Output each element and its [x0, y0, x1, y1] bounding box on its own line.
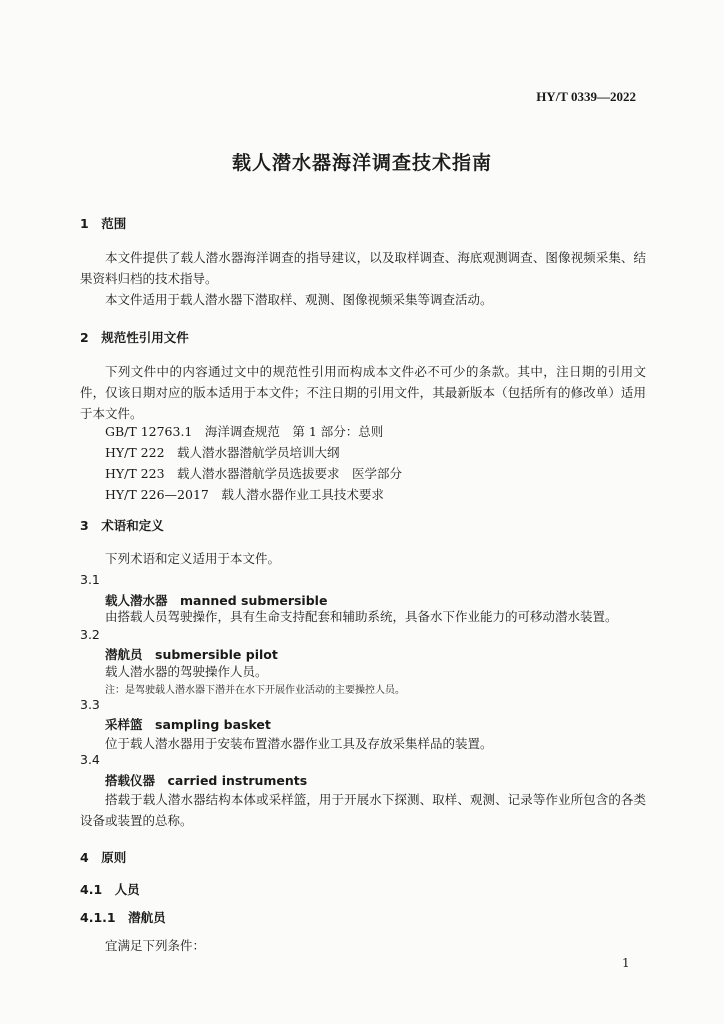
reference-item: HY/T 223 载人潜水器潜航学员选拔要求 医学部分 — [105, 466, 403, 481]
term-number: 3.1 — [80, 572, 100, 587]
section-1-paragraph-2: 本文件适用于载人潜水器下潜取样、观测、图像视频采集等调查活动。 — [105, 292, 493, 307]
page-number: 1 — [622, 956, 630, 970]
term-note: 注：是驾驶载人潜水器下潜并在水下开展作业活动的主要操控人员。 — [105, 685, 405, 696]
standard-number: HY/T 0339—2022 — [536, 89, 636, 104]
term-title: 采样篮 sampling basket — [105, 717, 271, 732]
term-title: 载人潜水器 manned submersible — [105, 593, 328, 608]
term-definition: 搭载于载人潜水器结构本体或采样篮，用于开展水下探测、取样、观测、记录等作业所包含的各类设备或装置的总称。 — [80, 792, 646, 828]
term-definition: 由搭载人员驾驶操作，具有生命支持配套和辅助系统，具备水下作业能力的可移动潜水装置。 — [105, 609, 618, 624]
section-3-heading: 3 术语和定义 — [80, 518, 164, 533]
term-title: 潜航员 submersible pilot — [105, 647, 278, 662]
reference-item: HY/T 226—2017 载人潜水器作业工具技术要求 — [105, 487, 384, 502]
section-4-heading: 4 原则 — [80, 850, 127, 865]
term-number: 3.2 — [80, 627, 100, 642]
section-1-paragraph-1: 本文件提供了载人潜水器海洋调查的指导建议，以及取样调查、海底观测调查、图像视频采集、结果资料归档的技术指导。 — [80, 250, 646, 286]
term-definition: 位于载人潜水器用于安装布置潜水器作业工具及存放采集样品的装置。 — [105, 736, 493, 751]
reference-item: GB/T 12763.1 海洋调查规范 第 1 部分：总则 — [105, 424, 384, 439]
term-title: 搭载仪器 carried instruments — [105, 773, 308, 788]
section-3-intro: 下列术语和定义适用于本文件。 — [105, 551, 281, 566]
term-definition: 载人潜水器的驾驶操作人员。 — [105, 664, 268, 679]
section-1-heading: 1 范围 — [80, 216, 127, 231]
subsection-4-1-1-heading: 4.1.1 潜航员 — [80, 910, 166, 925]
section-2-paragraph-1: 下列文件中的内容通过文中的规范性引用而构成本文件必不可少的条款。其中，注日期的引用文件，仅该日期对应的版本适用于本文件；不注日期的引用文件，其最新版本（包括所有的修改单）适用于本文件。 — [80, 364, 646, 421]
section-2-heading: 2 规范性引用文件 — [80, 330, 189, 345]
subsection-4-1-heading: 4.1 人员 — [80, 882, 140, 897]
reference-item: HY/T 222 载人潜水器潜航学员培训大纲 — [105, 445, 340, 460]
term-number: 3.4 — [80, 752, 100, 767]
term-number: 3.3 — [80, 697, 100, 712]
section-4-paragraph: 宜满足下列条件： — [105, 938, 206, 953]
document-title: 载人潜水器海洋调查技术指南 — [231, 152, 492, 174]
